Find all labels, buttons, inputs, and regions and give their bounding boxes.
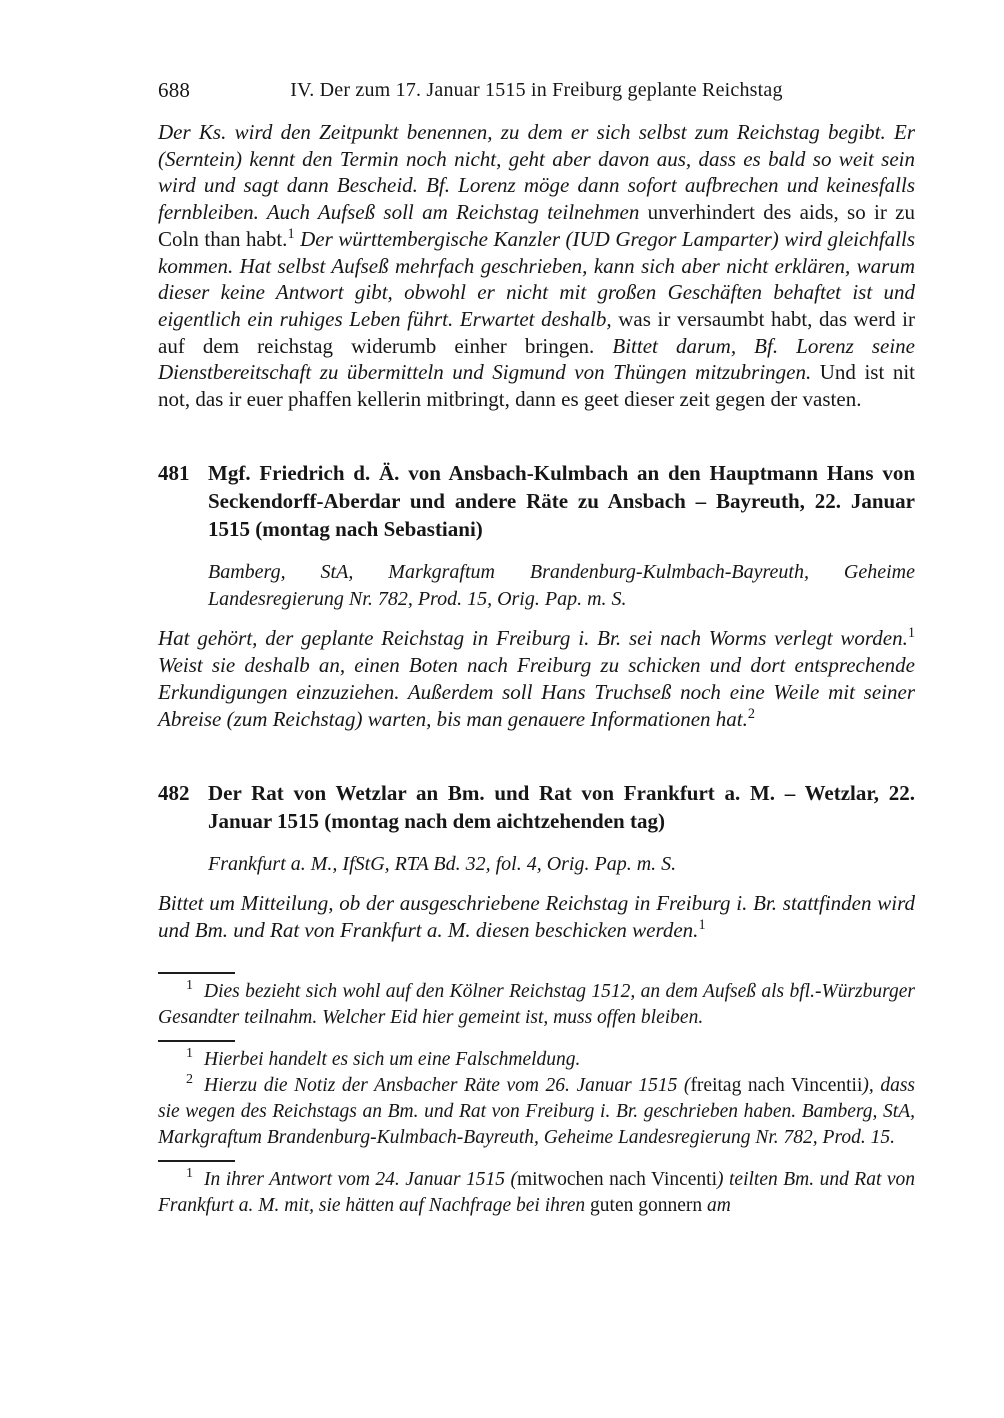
footnote-group-3 [158, 1160, 915, 1219]
summary-text: Hierbei handelt es sich um eine Falschmeldung. [204, 1048, 581, 1070]
chapter-title: IV. Der zum 17. Januar 1515 in Freiburg geplante Reichstag [290, 79, 783, 101]
summary-text: Der württembergische Kanzler (IUD Gregor Lamparter) wird gleichfalls kommen. Hat selbst Aufseß mehrfach geschrieben, kann sich aber nicht erklären, warum dieser keine Antwort gibt, obwohl er nicht mit großen Geschäften behaftet ist und eigentlich ein ruhiges Leben führt. Erwartet deshalb, [158, 226, 915, 331]
summary-text: Dies bezieht sich wohl auf den Kölner Reichstag 1512, an dem Aufseß als bfl.-Würzburger Gesandter teilnahm. Welcher Eid hier gemeint ist, muss offen bleiben. [158, 980, 915, 1028]
entry-482-summary [158, 890, 915, 944]
quoted-text: mitwochen nach Vincenti [516, 1168, 718, 1190]
page-number: 688 [158, 78, 191, 102]
summary-text: ) teilten Bm. und Rat von Frankfurt a. M. mit, sie hätten auf Nachfrage bei ihren [158, 1168, 916, 1216]
footnote-number: 1 [186, 1045, 194, 1062]
quoted-text: unverhindert des aids, so ir zu Coln than habt. [158, 200, 915, 251]
quoted-text: guten gonnern [590, 1194, 703, 1216]
entry-481-title: Mgf. Friedrich d. Ä. von Ansbach-Kulmbach an den Hauptmann Hans von Seckendorff-Aberdar und andere Räte zu Ansbach – Bayreuth, 22. Januar 1515 (montag nach Sebastiani) [208, 460, 915, 541]
footnote-reference: 1 [907, 624, 915, 641]
footnote-number: 1 [186, 1165, 194, 1182]
footnote-text [158, 1169, 915, 1216]
quoted-text: was ir versaumbt habt, das werd ir auf dem reichstag widerumb einher bringen. [158, 306, 915, 358]
summary-text: Hat gehört, der geplante Reichstag in Freiburg i. Br. sei nach Worms verlegt worden. [158, 625, 908, 650]
footnote [158, 1167, 915, 1219]
summary-text: Bittet um Mitteilung, ob der ausgeschriebene Reichstag in Freiburg i. Br. stattfinden wird und Bm. und Rat von Frankfurt a. M. diesen beschicken werden. [158, 890, 915, 942]
quoted-text: freitag nach Vincentii [690, 1074, 863, 1096]
summary-text: In ihrer Antwort vom 24. Januar 1515 ( [204, 1168, 517, 1190]
entry-482-source: Frankfurt a. M., IfStG, RTA Bd. 32, fol. 4, Orig. Pap. m. S. [208, 852, 677, 875]
summary-text: ), dass sie wegen des Reichstags an Bm. und Rat von Freiburg i. Br. geschrieben haben. Bamberg, StA, Markgraftum Brandenburg-Kulmbach-Bayreuth, Geheime Landesregierung Nr. 782, Prod. 15. [158, 1074, 916, 1148]
footnote-group-2 [158, 1040, 915, 1151]
footnote-separator [158, 1040, 235, 1042]
summary-text: am [702, 1194, 731, 1216]
running-header [158, 78, 915, 102]
entry-482-title: Der Rat von Wetzlar an Bm. und Rat von Frankfurt a. M. – Wetzlar, 22. Januar 1515 (montag nach dem aichtzehenden tag) [208, 780, 915, 833]
footnote-reference: 1 [287, 225, 295, 242]
entry-481 [158, 459, 915, 733]
footnote-text [158, 981, 915, 1028]
footnote-number: 2 [186, 1071, 194, 1088]
footnote-reference: 2 [747, 705, 755, 722]
summary-text: Der Ks. wird den Zeitpunkt benennen, zu dem er sich selbst zum Reichstag begibt. Er (Serntein) kennt den Termin noch nicht, geht aber davon aus, dass es bald so weit sein wird und sagt dann Bescheid. Bf. Lorenz möge dann sofort aufbrechen und keinesfalls fernbleiben. Auch Aufseß soll am Reichstag teilnehmen [158, 120, 915, 225]
entry-482-heading [158, 779, 915, 835]
footnote [158, 1047, 915, 1073]
summary-text: Bittet darum, Bf. Lorenz seine Dienstbereitschaft zu übermitteln und Sigmund von Thüngen mitzubringen. [158, 333, 915, 385]
footnotes-section [158, 972, 915, 1219]
entry-482 [158, 779, 915, 944]
entry-482-number: 482 [158, 780, 190, 805]
entry-481-number: 481 [158, 460, 190, 485]
footnote [158, 1073, 915, 1151]
footnote-text [204, 1049, 580, 1070]
footnote-separator [158, 972, 235, 974]
footnote-reference: 1 [698, 916, 706, 933]
footnote-separator [158, 1160, 235, 1162]
footnote-group-1 [158, 972, 915, 1031]
text-column [158, 0, 915, 1219]
footnote [158, 979, 915, 1031]
summary-text: Weist sie deshalb an, einen Boten nach Freiburg zu schicken und dort entsprechende Erkundigungen einzuziehen. Außerdem soll Hans Truchseß noch eine Weile mit seiner Abreise (zum Reichstag) warten, bis man genauere Informationen hat. [158, 652, 915, 731]
quoted-text: Und ist nit not, das ir euer phaffen kellerin mitbringt, dann es geet dieser zeit gegen der vasten. [158, 360, 915, 412]
entry-481-summary [158, 625, 915, 733]
entry-481-heading [158, 459, 915, 543]
entry-481-source: Bamberg, StA, Markgraftum Brandenburg-Kulmbach-Bayreuth, Geheime Landesregierung Nr. 782, Prod. 15, Orig. Pap. m. S. [208, 560, 915, 610]
summary-text: Hierzu die Notiz der Ansbacher Räte vom 26. Januar 1515 ( [204, 1074, 691, 1096]
footnote-number: 1 [186, 977, 194, 994]
continuation-paragraph [158, 119, 915, 413]
footnote-text [158, 1075, 915, 1148]
